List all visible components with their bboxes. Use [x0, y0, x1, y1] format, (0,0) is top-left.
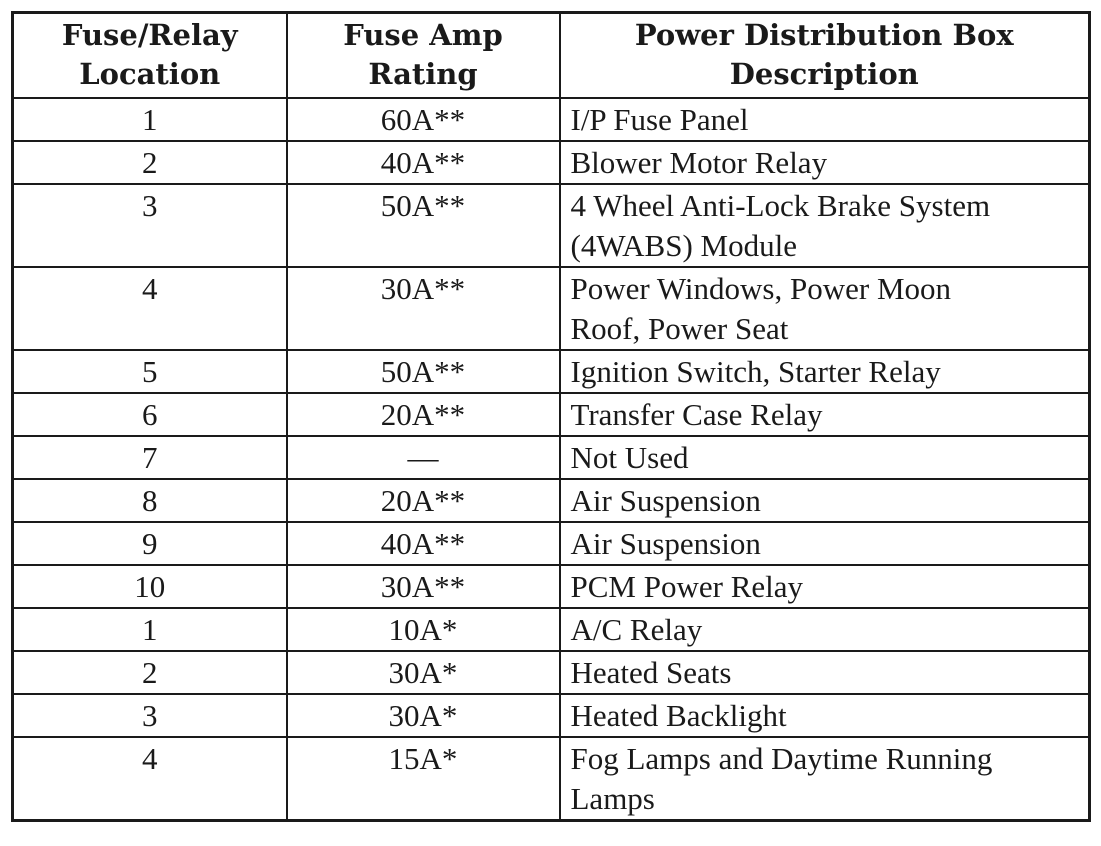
description-line: Power Windows, Power Moon	[570, 270, 952, 306]
description-line: (4WABS) Module	[570, 227, 797, 263]
table-body	[13, 98, 1090, 821]
cell-amp-rating: 40A**	[287, 141, 560, 184]
table-row	[13, 184, 1090, 267]
table-row	[13, 651, 1090, 694]
cell-amp-rating: 15A*	[287, 737, 560, 821]
table-row	[13, 479, 1090, 522]
cell-location: 4	[13, 737, 287, 821]
table-row	[13, 436, 1090, 479]
description-line: Transfer Case Relay	[570, 396, 823, 432]
cell-amp-rating: 30A*	[287, 651, 560, 694]
table-row	[13, 267, 1090, 350]
cell-location: 4	[13, 267, 287, 350]
cell-amp-rating: —	[287, 436, 560, 479]
description-line: I/P Fuse Panel	[570, 101, 749, 137]
cell-location: 8	[13, 479, 287, 522]
cell-description	[560, 98, 1090, 141]
header-description	[560, 13, 1090, 98]
cell-description	[560, 565, 1090, 608]
header-description-line-2: Description	[729, 57, 919, 92]
table-row	[13, 141, 1090, 184]
table-row	[13, 98, 1090, 141]
description-line: Fog Lamps and Daytime Running	[570, 740, 993, 776]
cell-location: 10	[13, 565, 287, 608]
header-row	[13, 13, 1090, 98]
description-line: A/C Relay	[570, 611, 703, 647]
cell-amp-rating: 20A**	[287, 393, 560, 436]
cell-description	[560, 479, 1090, 522]
cell-amp-rating: 20A**	[287, 479, 560, 522]
header-location-line-2: Location	[79, 57, 221, 92]
cell-description	[560, 608, 1090, 651]
cell-description	[560, 393, 1090, 436]
cell-description	[560, 350, 1090, 393]
cell-location: 2	[13, 141, 287, 184]
cell-description	[560, 267, 1090, 350]
table-row	[13, 565, 1090, 608]
cell-description	[560, 737, 1090, 821]
cell-amp-rating: 10A*	[287, 608, 560, 651]
description-line: PCM Power Relay	[570, 568, 803, 604]
table-row	[13, 393, 1090, 436]
cell-description	[560, 184, 1090, 267]
cell-amp-rating: 60A**	[287, 98, 560, 141]
header-amp-rating	[287, 13, 560, 98]
cell-description	[560, 522, 1090, 565]
table-row	[13, 608, 1090, 651]
cell-amp-rating: 30A**	[287, 267, 560, 350]
table-row	[13, 737, 1090, 821]
table-row	[13, 350, 1090, 393]
header-amp-rating-line-2: Rating	[368, 57, 478, 92]
table-row	[13, 522, 1090, 565]
cell-amp-rating: 30A*	[287, 694, 560, 737]
description-line: 4 Wheel Anti-Lock Brake System	[570, 187, 991, 223]
cell-amp-rating: 30A**	[287, 565, 560, 608]
header-location-line-1: Fuse/Relay	[61, 18, 238, 53]
description-line: Roof, Power Seat	[570, 310, 789, 346]
description-line: Air Suspension	[570, 482, 761, 518]
cell-description	[560, 694, 1090, 737]
description-line: Not Used	[570, 439, 689, 475]
table-row	[13, 694, 1090, 737]
cell-amp-rating: 50A**	[287, 184, 560, 267]
cell-amp-rating: 50A**	[287, 350, 560, 393]
description-line: Heated Backlight	[570, 697, 787, 733]
description-line: Heated Seats	[570, 654, 732, 690]
description-line: Ignition Switch, Starter Relay	[570, 353, 941, 389]
description-line: Air Suspension	[570, 525, 761, 561]
cell-location: 6	[13, 393, 287, 436]
cell-location: 1	[13, 608, 287, 651]
description-line: Blower Motor Relay	[570, 144, 828, 180]
fuse-relay-table	[11, 11, 1091, 822]
header-description-line-1: Power Distribution Box	[634, 18, 1014, 53]
cell-location: 2	[13, 651, 287, 694]
table-header	[13, 13, 1090, 98]
description-line: Lamps	[570, 780, 655, 816]
cell-description	[560, 651, 1090, 694]
header-location	[13, 13, 287, 98]
cell-location: 9	[13, 522, 287, 565]
cell-location: 5	[13, 350, 287, 393]
cell-description	[560, 436, 1090, 479]
header-amp-rating-line-1: Fuse Amp	[343, 18, 503, 53]
cell-location: 3	[13, 184, 287, 267]
cell-amp-rating: 40A**	[287, 522, 560, 565]
cell-description	[560, 141, 1090, 184]
cell-location: 7	[13, 436, 287, 479]
cell-location: 1	[13, 98, 287, 141]
cell-location: 3	[13, 694, 287, 737]
